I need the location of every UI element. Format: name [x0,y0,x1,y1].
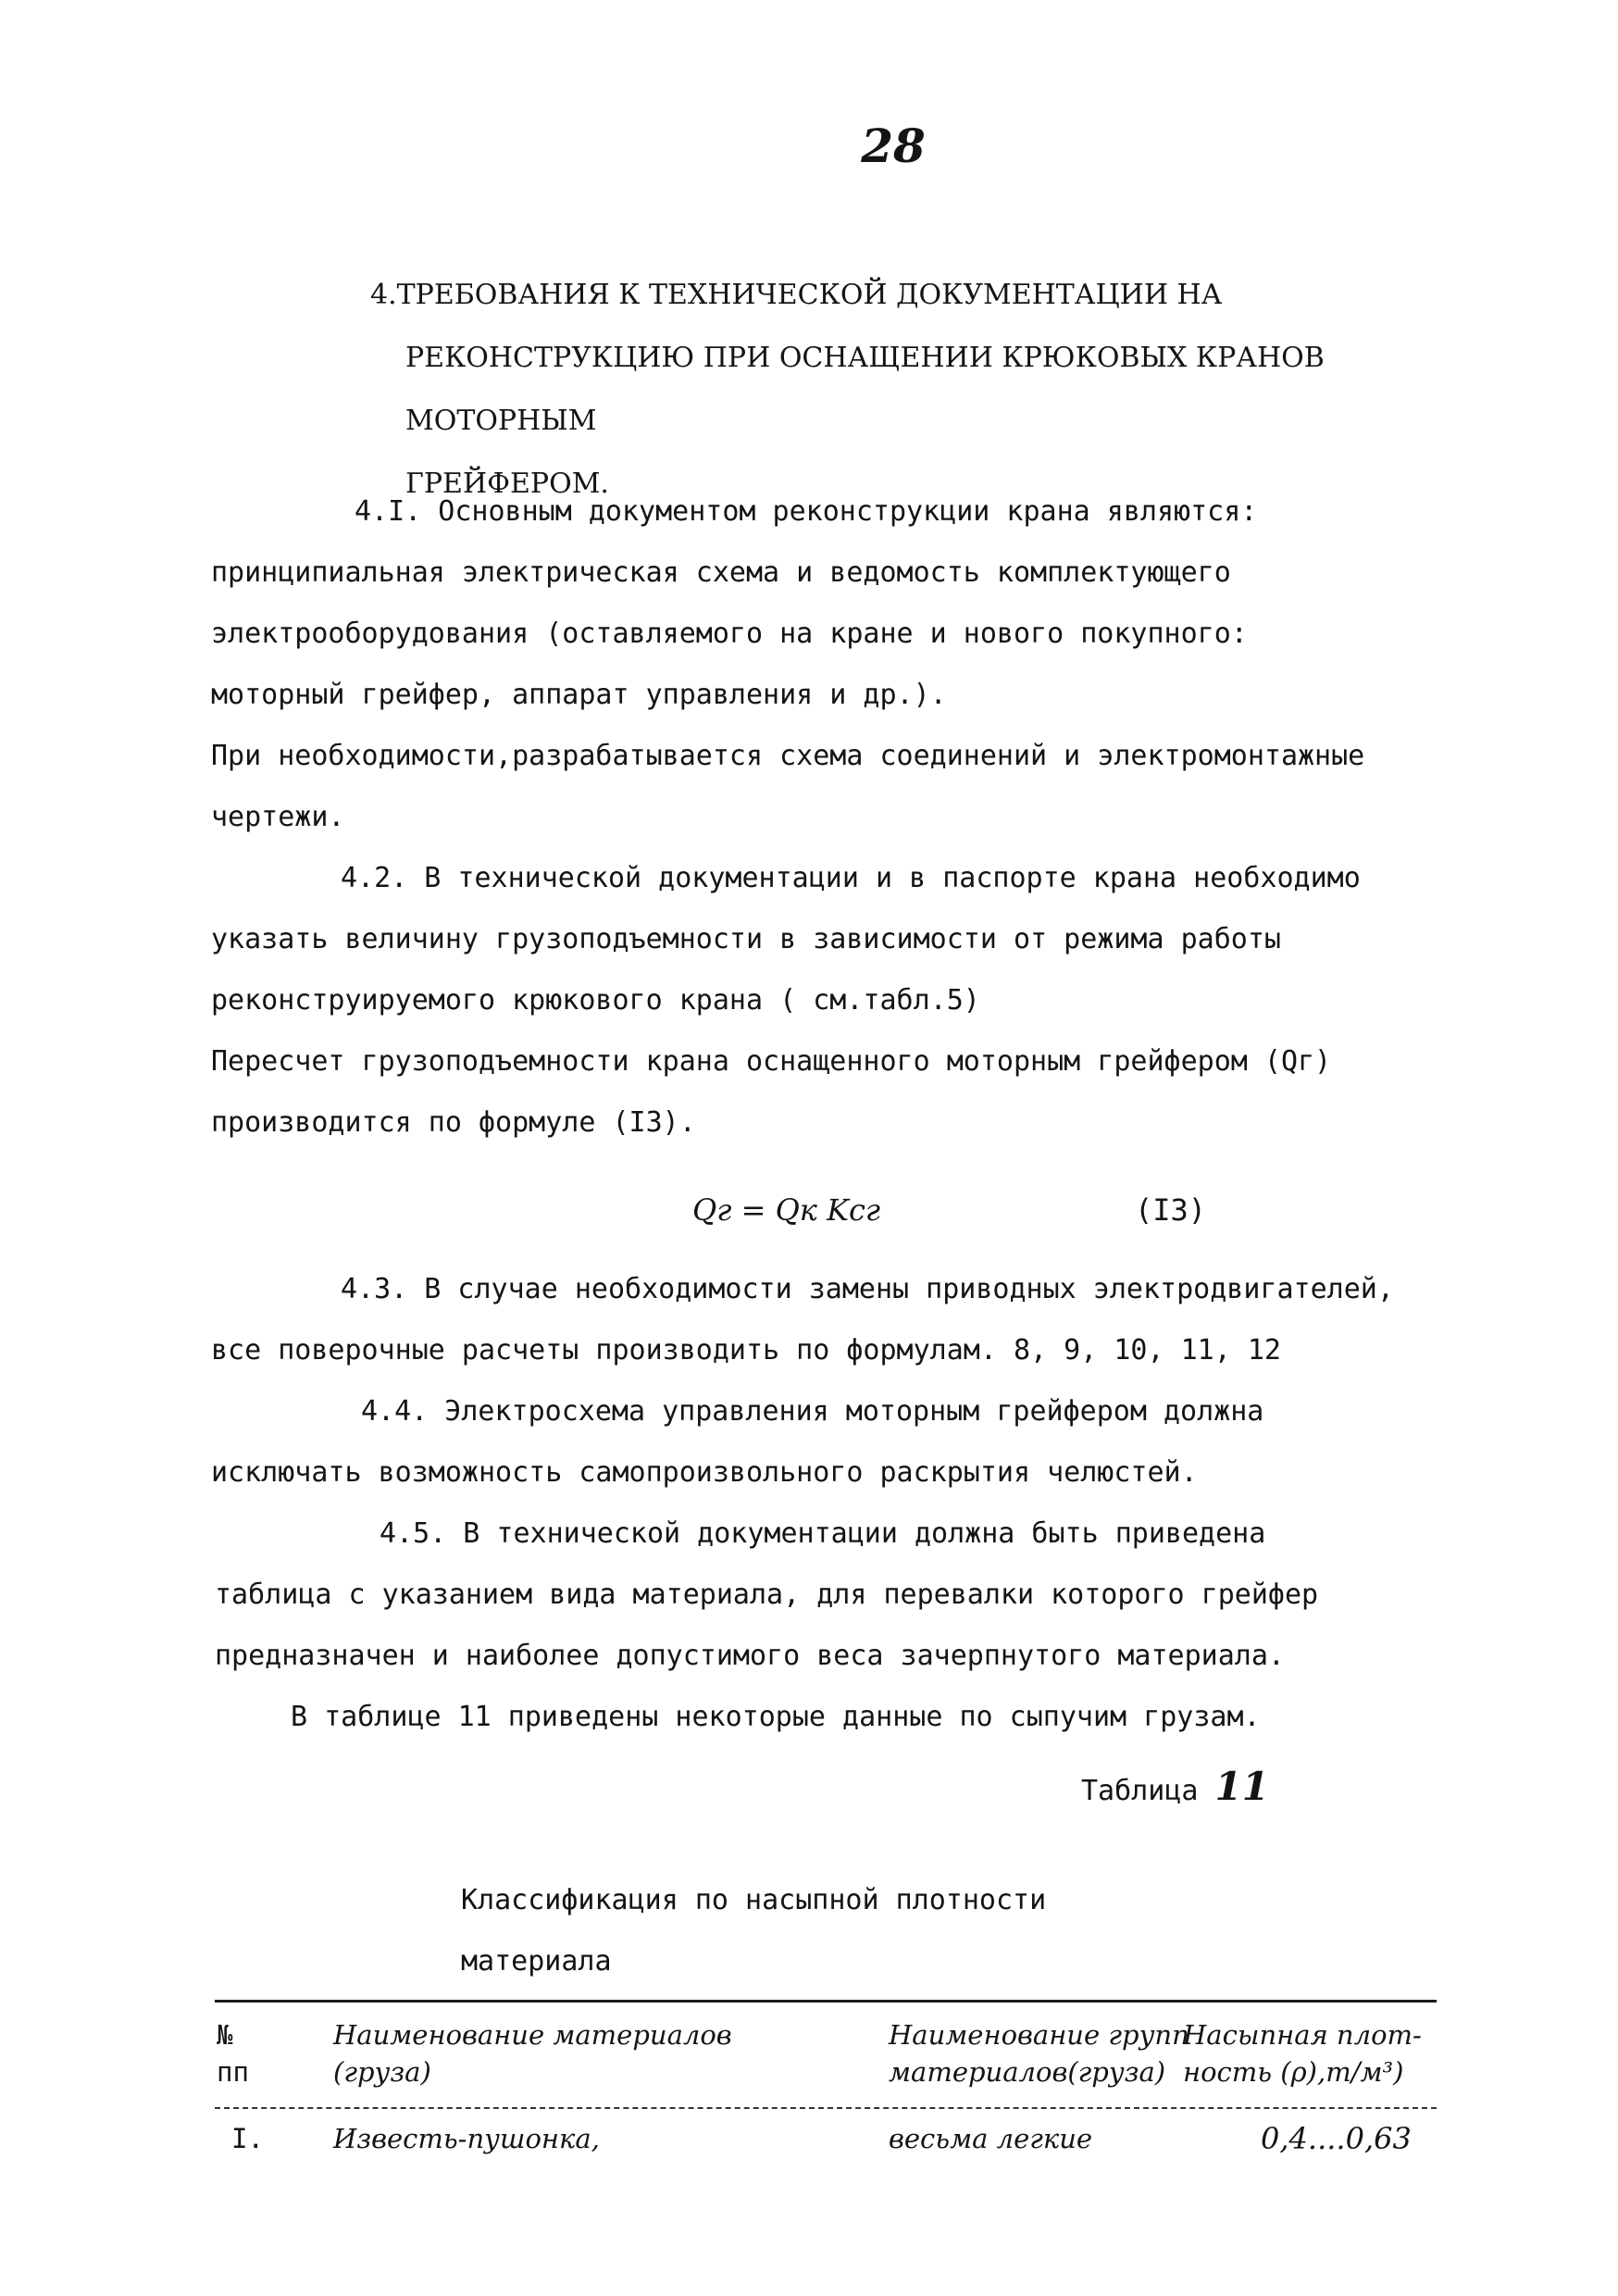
header-density-line-2: ность (ρ),т/м³) [1183,2056,1404,2088]
formula-expression: Qг = Qк Kсг [692,1192,881,1228]
text-line: При необходимости,разрабатывается схема соединений и электромонтажные [211,740,1365,772]
page-number: 28 [861,119,926,173]
text-line: принципиальная электрическая схема и ведомость комплектующего [211,556,1231,589]
text-line: реконструируемого крюкового крана ( см.табл.5) [211,984,980,1017]
text-line: Пересчет грузоподъемности крана оснащенного моторным грейфером (Qг) [211,1045,1332,1078]
text-line: все поверочные расчеты производить по формулам. 8, 9, 10, 11, 12 [211,1334,1281,1366]
text-line: исключать возможность самопроизвольного раскрытия челюстей. [211,1456,1198,1489]
header-name-line-1: Наименование материалов [333,2019,732,2051]
paragraph-4-1 [211,481,1507,848]
formula-number: (I3) [1135,1192,1207,1228]
text-line: 4.3. В случае необходимости замены приводных электродвигателей, [341,1273,1394,1305]
table-caption [461,1870,1294,1992]
header-num-line-2: пп [217,2056,249,2088]
row-1-density: 0,4....0,63 [1261,2121,1412,2156]
text-line: В таблице 11 приведены некоторые данные по сыпучим грузам. [291,1701,1261,1733]
text-line: чертежи. [211,801,345,833]
paragraph-4-5 [215,1504,1511,1748]
row-1-group: весьма легкие [889,2123,1093,2154]
heading-line-3: ГРЕЙФЕРОМ. [405,468,609,500]
text-line: производится по формуле (I3). [211,1106,696,1139]
header-density [1183,2016,1422,2090]
table-label-prefix: Таблица [1081,1775,1199,1807]
header-group-line-2: материалов(груза) [889,2056,1166,2088]
header-num-line-1: № [217,2019,233,2051]
header-name [333,2016,732,2090]
paragraph-4-3 [211,1259,1507,1381]
section-heading [370,264,1481,516]
text-line: указать величину грузоподъемности в зависимости от режима работы [211,923,1281,955]
text-line: 4.5. В технической документации должна быть приведена [380,1517,1266,1550]
header-num [217,2016,249,2090]
text-line: электрооборудования (оставляемого на кране и нового покупного: [211,618,1248,650]
heading-line-1: 4.ТРЕБОВАНИЯ К ТЕХНИЧЕСКОЙ ДОКУМЕНТАЦИИ НА [370,279,1223,311]
formula-13 [692,1192,1340,1228]
caption-line-1: Классификация по насыпной плотности [461,1884,1047,1916]
text-line: предназначен и наиболее допустимого веса зачерпнутого материала. [215,1640,1285,1672]
header-density-line-1: Насыпная плот- [1183,2019,1422,2051]
header-group [889,2016,1189,2090]
table-label-number: 11 [1214,1764,1269,1809]
table-top-rule [215,2000,1437,2003]
table-label [1081,1764,1269,1809]
caption-line-2: материала [461,1945,612,1978]
header-name-line-2: (груза) [333,2056,431,2088]
header-group-line-1: Наименование групп [889,2019,1189,2051]
text-line: 4.I. Основным документом реконструкции крана являются: [355,495,1258,528]
heading-line-2: РЕКОНСТРУКЦИЮ ПРИ ОСНАЩЕНИИ КРЮКОВЫХ КРАНОВ МОТОРНЫМ [405,342,1325,437]
table-header-rule [215,2107,1437,2109]
paragraph-4-4 [211,1381,1507,1504]
paragraph-4-2 [211,848,1507,1154]
text-line: 4.2. В технической документации и в паспорте крана необходимо [341,862,1361,894]
text-line: моторный грейфер, аппарат управления и др.). [211,679,947,711]
text-line: 4.4. Электросхема управления моторным грейфером должна [361,1395,1264,1428]
text-line: таблица с указанием вида материала, для перевалки которого грейфер [215,1578,1319,1611]
row-1-num: I. [231,2123,264,2154]
row-1-name: Известь-пушонка, [333,2123,600,2154]
